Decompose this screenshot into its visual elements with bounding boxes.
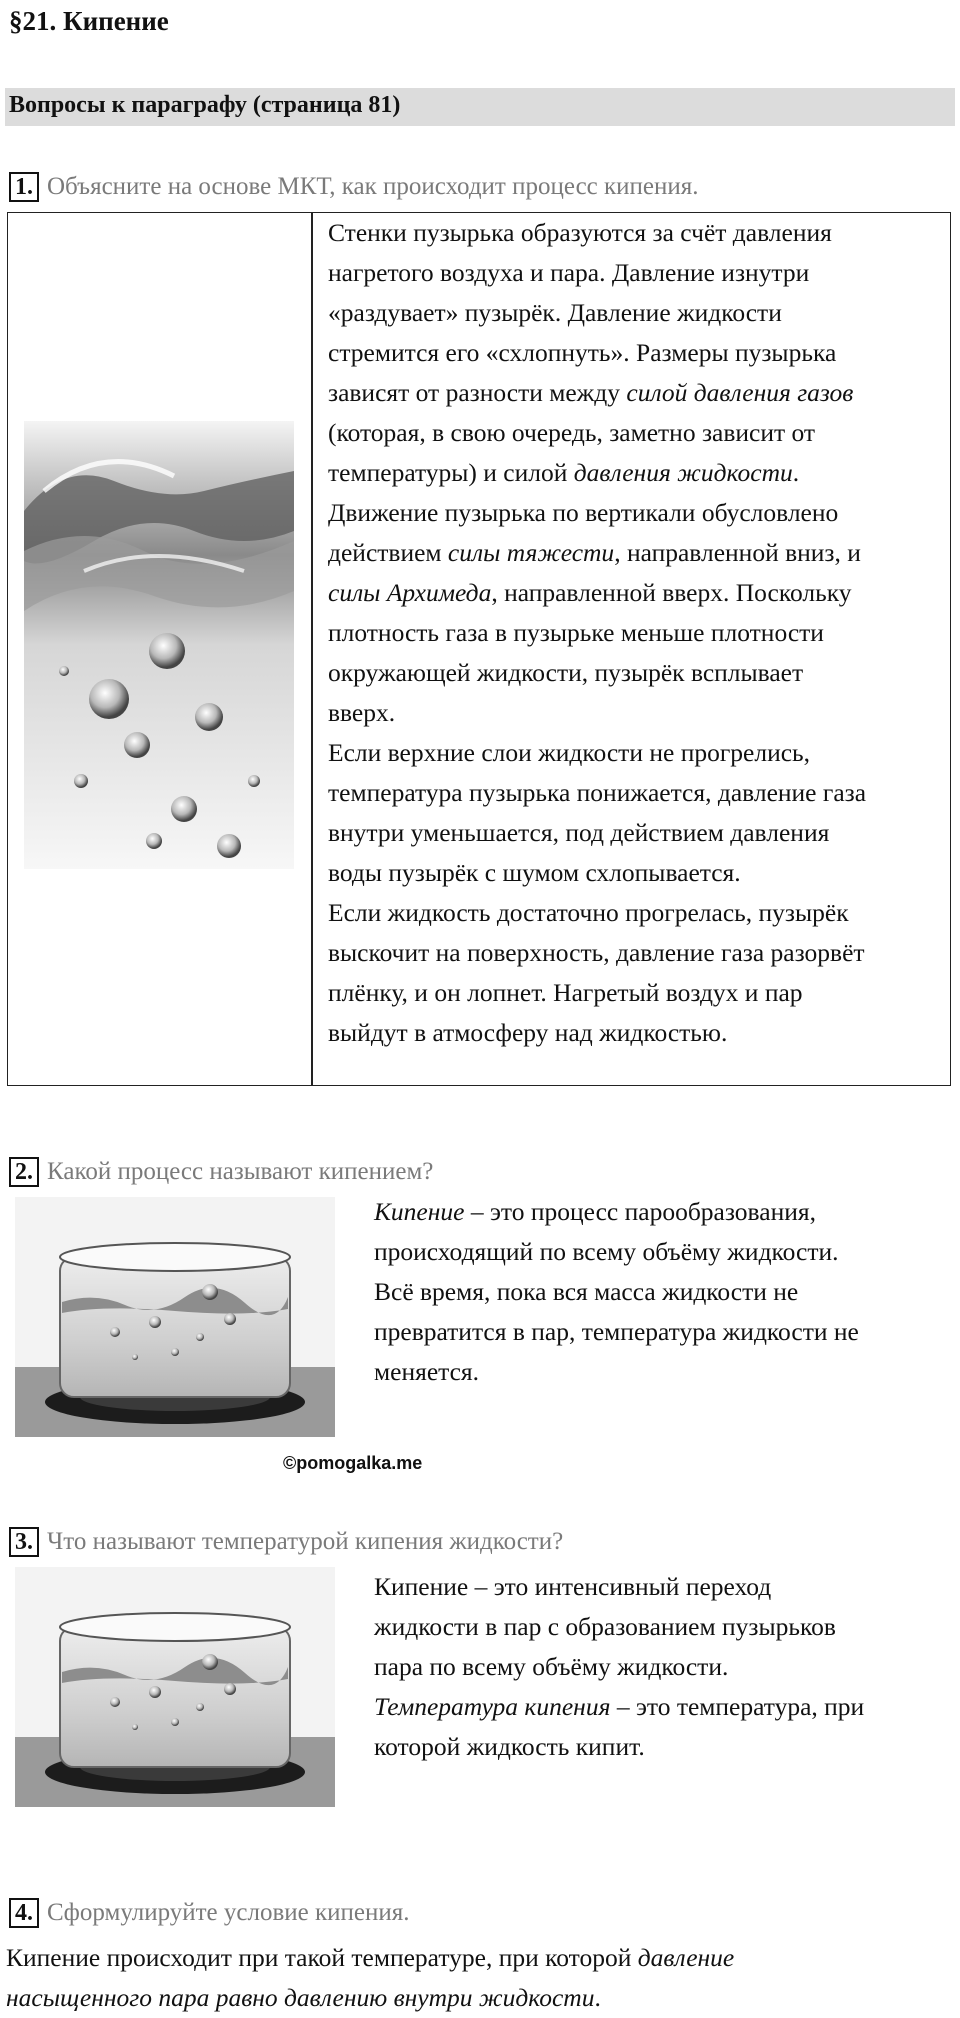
question-text: Какой процесс называют кипением? [47, 1158, 434, 1185]
question-4 [9, 1898, 410, 1928]
question-number: 2. [9, 1157, 39, 1187]
answer-line: действием силы тяжести, направленной вниз, и [328, 538, 861, 567]
table-divider [311, 213, 313, 1085]
water-bubbles-image [24, 421, 294, 869]
answer-2 [374, 1192, 859, 1392]
page-title: §21. Кипение [9, 6, 169, 36]
answer-line: Если жидкость достаточно прогрелась, пузырёк [328, 898, 849, 927]
answer-line: выскочит на поверхность, давление газа разорвёт [328, 938, 865, 967]
answer-line: Стенки пузырька образуются за счёт давления [328, 218, 832, 247]
question-3 [9, 1527, 563, 1557]
answer-line: которой жидкость кипит. [374, 1732, 645, 1761]
question-text: Что называют температурой кипения жидкости? [47, 1528, 564, 1555]
answer-line: нагретого воздуха и пара. Давление изнутри [328, 258, 810, 287]
answer-line: меняется. [374, 1357, 480, 1386]
answer-line: силы Архимеда, направленной вверх. Поскольку [328, 578, 852, 607]
answer-line: выйдут в атмосферу над жидкостью. [328, 1018, 728, 1047]
answer-line: вверх. [328, 698, 396, 727]
answer-line: Кипение – это интенсивный переход [374, 1572, 772, 1601]
answer-line: Кипение – это процесс парообразования, [374, 1197, 816, 1226]
answer-3 [374, 1567, 864, 1767]
answer-line: превратится в пар, температура жидкости не [374, 1317, 859, 1346]
answer-line: Если верхние слои жидкости не прогрелись, [328, 738, 811, 767]
answer-line: «раздувает» пузырёк. Давление жидкости [328, 298, 782, 327]
question-2 [9, 1157, 433, 1187]
question-number: 1. [9, 172, 39, 202]
answer-4 [6, 1938, 734, 2018]
answer-line: Движение пузырька по вертикали обусловлено [328, 498, 839, 527]
answer-line: внутри уменьшается, под действием давления [328, 818, 830, 847]
answer-line: воды пузырёк с шумом схлопывается. [328, 858, 741, 887]
question-number: 4. [9, 1898, 39, 1928]
answer-line: пара по всему объёму жидкости. [374, 1652, 729, 1681]
question-text: Сформулируйте условие кипения. [47, 1899, 410, 1926]
answer-line: насыщенного пара равно давлению внутри жидкости. [6, 1983, 601, 2012]
question-text: Объясните на основе МКТ, как происходит процесс кипения. [47, 173, 699, 200]
answer-line: жидкости в пар с образованием пузырьков [374, 1612, 836, 1641]
boiling-pot-image [15, 1567, 335, 1807]
answer-line: плотность газа в пузырьке меньше плотности [328, 618, 824, 647]
answer-line: Температура кипения – это температура, при [374, 1692, 865, 1721]
answer-line: плёнку, и он лопнет. Нагретый воздух и пар [328, 978, 803, 1007]
answer-1 [328, 213, 866, 1053]
question-1 [9, 172, 699, 202]
answer-line: (которая, в свою очередь, заметно зависит от [328, 418, 816, 447]
watermark: ©pomogalka.me [283, 1453, 423, 1473]
answer-table [7, 212, 951, 1086]
answer-line: температуры) и силой давления жидкости. [328, 458, 800, 487]
answer-line: происходящий по всему объёму жидкости. [374, 1237, 839, 1266]
answer-line: стремится его «схлопнуть». Размеры пузырька [328, 338, 837, 367]
answer-line: Кипение происходит при такой температуре, при которой давление [6, 1943, 735, 1972]
answer-line: Всё время, пока вся масса жидкости не [374, 1277, 799, 1306]
section-subtitle: Вопросы к параграфу (страница 81) [9, 92, 401, 118]
boiling-pot-image [15, 1197, 335, 1437]
question-number: 3. [9, 1527, 39, 1557]
answer-line: окружающей жидкости, пузырёк всплывает [328, 658, 804, 687]
answer-line: зависят от разности между силой давления газов [328, 378, 854, 407]
answer-line: температура пузырька понижается, давление газа [328, 778, 867, 807]
